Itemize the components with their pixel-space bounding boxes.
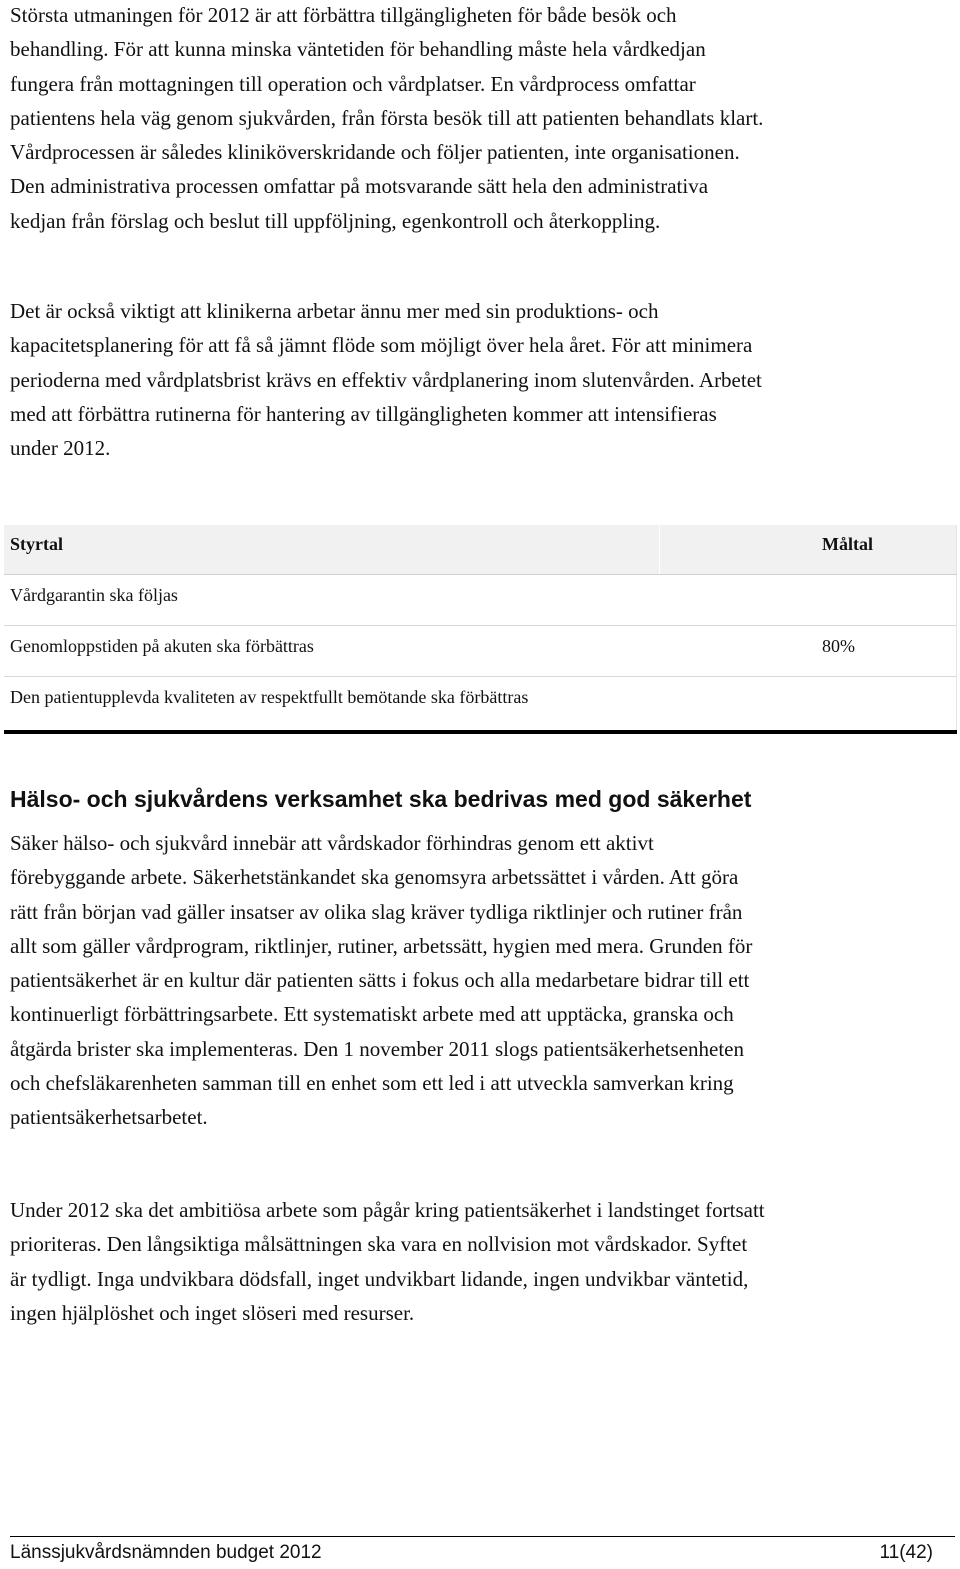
table-row	[4, 575, 957, 626]
body-paragraph-patient-safety	[10, 826, 955, 1135]
text-line: prioriteras. Den långsiktiga målsättningen ska vara en nollvision mot vårdskador. Syftet	[10, 1232, 748, 1257]
text-line: förebyggande arbete. Säkerhetstänkandet ska genomsyra arbetssättet i vården. Att göra	[10, 865, 739, 890]
text-line: rätt från början vad gäller insatser av olika slag kräver tydliga riktlinjer och rutiner från	[10, 899, 743, 924]
text-line: fungera från mottagningen till operation och vårdplatser. En vårdprocess omfattar	[10, 71, 696, 96]
text-line: är tydligt. Inga undvikbara dödsfall, inget undvikbart lidande, ingen undvikbar väntetid,	[10, 1266, 749, 1291]
text-line: patientens hela väg genom sjukvården, från första besök till att patienten behandlats klart.	[10, 105, 764, 130]
table-edge	[956, 677, 957, 730]
text-line: allt som gäller vårdprogram, riktlinjer, rutiner, arbetssätt, hygien med mera. Grunden för	[10, 933, 753, 958]
column-header-maltal: Måltal	[822, 534, 873, 554]
section-heading-safety: Hälso- och sjukvårdens verksamhet ska bedrivas med god säkerhet	[10, 786, 752, 812]
text-line: Det är också viktigt att klinikerna arbetar ännu mer med sin produktions- och	[10, 299, 659, 323]
text-line: Största utmaningen för 2012 är att förbättra tillgängligheten för både besök och	[10, 3, 677, 27]
column-header-styrtal: Styrtal	[10, 534, 63, 554]
table-header-row	[4, 525, 957, 575]
text-line: Vårdprocessen är således kliniköverskridande och följer patienten, inte organisationen.	[10, 140, 740, 165]
text-line: ingen hjälplöshet och inget slöseri med resurser.	[10, 1300, 415, 1325]
text-line: behandling. För att kunna minska väntetiden för behandling måste hela vårdkedjan	[10, 37, 706, 62]
table-cell-indicator: Genomloppstiden på akuten ska förbättras	[10, 636, 314, 656]
body-paragraph-capacity-planning	[10, 294, 955, 465]
text-line: Säker hälso- och sjukvård innebär att vårdskador förhindras genom ett aktivt	[10, 831, 654, 855]
text-line: kapacitetsplanering för att få så jämnt flöde som möjligt över hela året. För att minimera	[10, 333, 753, 358]
column-divider	[659, 525, 660, 574]
text-line: perioderna med vårdplatsbrist krävs en effektiv vårdplanering inom slutenvården. Arbetet	[10, 367, 762, 392]
footer-document-title: Länssjukvårdsnämnden budget 2012	[10, 1542, 322, 1563]
table-edge	[956, 626, 957, 676]
text-line: Under 2012 ska det ambitiösa arbete som pågår kring patientsäkerhet i landstinget fortsatt	[10, 1198, 765, 1222]
text-line: åtgärda brister ska implementeras. Den 1 november 2011 slogs patientsäkerhetsenheten	[10, 1036, 744, 1061]
table-cell-indicator: Vårdgarantin ska följas	[10, 585, 178, 605]
text-line: patientsäkerhetsarbetet.	[10, 1105, 208, 1130]
text-line: med att förbättra rutinerna för hantering av tillgängligheten kommer att intensifieras	[10, 401, 717, 426]
table-edge	[956, 525, 957, 574]
table-row	[4, 626, 957, 677]
body-paragraph-zero-vision	[10, 1193, 955, 1330]
targets-table	[4, 525, 957, 734]
table-edge	[956, 575, 957, 625]
text-line: patientsäkerhet är en kultur där patienten sätts i fokus och alla medarbetare bidrar till ett	[10, 968, 750, 993]
footer-page-number: 11(42)	[879, 1542, 933, 1563]
table-row	[4, 677, 957, 734]
text-line: kedjan från förslag och beslut till uppföljning, egenkontroll och återkoppling.	[10, 208, 661, 233]
table-cell-indicator: Den patientupplevda kvaliteten av respektfullt bemötande ska förbättras	[10, 687, 529, 707]
text-line: under 2012.	[10, 436, 111, 461]
footer-divider	[10, 1536, 955, 1537]
body-paragraph-accessibility	[10, 0, 955, 238]
text-line: kontinuerligt förbättringsarbete. Ett systematiskt arbete med att upptäcka, granska och	[10, 1002, 734, 1027]
text-line: och chefsläkarenheten samman till en enhet som ett led i att utveckla samverkan kring	[10, 1071, 734, 1096]
text-line: Den administrativa processen omfattar på motsvarande sätt hela den administrativa	[10, 174, 709, 199]
table-cell-target: 80%	[822, 636, 855, 656]
